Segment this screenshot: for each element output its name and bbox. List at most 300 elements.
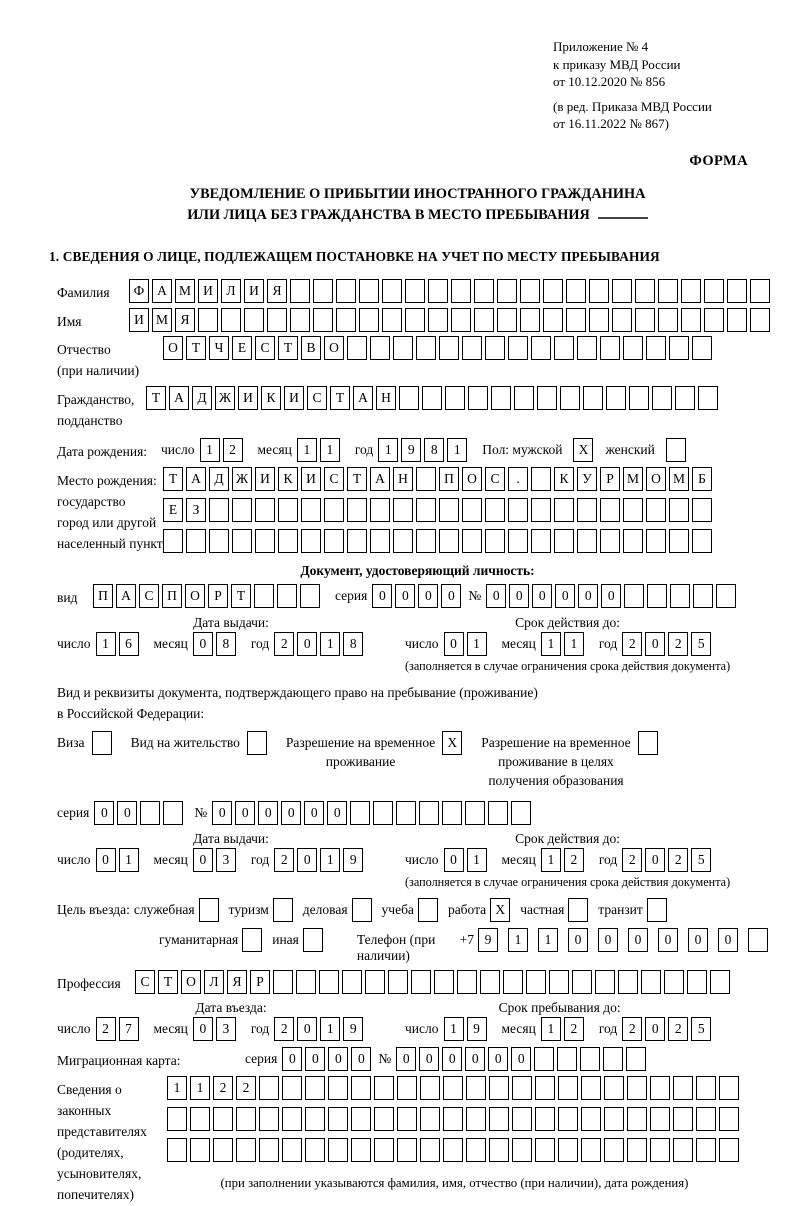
checkbox-visa[interactable] (92, 731, 112, 755)
char-box[interactable] (698, 386, 718, 410)
char-box[interactable] (526, 970, 546, 994)
char-box[interactable] (370, 529, 390, 553)
char-box[interactable]: 8 (343, 632, 363, 656)
char-box[interactable]: 1 (320, 438, 340, 462)
char-box[interactable] (512, 1076, 532, 1100)
char-box[interactable] (267, 308, 287, 332)
char-box[interactable] (140, 801, 160, 825)
char-box[interactable] (347, 529, 367, 553)
char-box[interactable] (236, 1107, 256, 1131)
char-box[interactable]: И (198, 279, 218, 303)
char-box[interactable] (351, 1107, 371, 1131)
char-box[interactable]: М (152, 308, 172, 332)
char-box[interactable]: 0 (601, 584, 621, 608)
char-box[interactable]: О (462, 467, 482, 491)
char-box[interactable]: Я (267, 279, 287, 303)
char-box[interactable] (209, 498, 229, 522)
char-box[interactable]: 1 (96, 632, 116, 656)
char-box[interactable] (359, 308, 379, 332)
char-box[interactable] (442, 801, 462, 825)
char-box[interactable]: З (186, 498, 206, 522)
checkbox-temp-edu[interactable] (638, 731, 658, 755)
char-box[interactable] (305, 1076, 325, 1100)
char-box[interactable] (382, 308, 402, 332)
char-box[interactable]: К (278, 467, 298, 491)
char-box[interactable]: Т (146, 386, 166, 410)
char-box[interactable]: С (135, 970, 155, 994)
char-box[interactable]: 0 (94, 801, 114, 825)
char-box[interactable] (259, 1076, 279, 1100)
char-box[interactable]: 1 (444, 1017, 464, 1041)
char-box[interactable]: М (669, 467, 689, 491)
char-box[interactable]: П (162, 584, 182, 608)
char-box[interactable] (186, 529, 206, 553)
char-box[interactable]: 1 (297, 438, 317, 462)
char-box[interactable] (328, 1138, 348, 1162)
char-box[interactable] (305, 1107, 325, 1131)
checkbox-female[interactable] (666, 438, 686, 462)
char-box[interactable] (300, 584, 320, 608)
char-box[interactable] (719, 1076, 739, 1100)
char-box[interactable]: 5 (691, 1017, 711, 1041)
char-box[interactable]: 1 (508, 928, 528, 952)
char-box[interactable] (534, 1047, 554, 1071)
char-box[interactable] (641, 970, 661, 994)
char-box[interactable] (374, 1107, 394, 1131)
char-box[interactable]: Т (278, 336, 298, 360)
char-box[interactable] (535, 1107, 555, 1131)
char-box[interactable]: 0 (193, 848, 213, 872)
char-box[interactable]: Ф (129, 279, 149, 303)
checkbox-purpose-study[interactable] (418, 898, 438, 922)
char-box[interactable]: 1 (378, 438, 398, 462)
char-box[interactable] (612, 308, 632, 332)
char-box[interactable] (635, 279, 655, 303)
char-box[interactable] (255, 498, 275, 522)
char-box[interactable] (443, 1076, 463, 1100)
char-box[interactable] (336, 279, 356, 303)
char-box[interactable] (520, 308, 540, 332)
char-box[interactable]: 3 (216, 1017, 236, 1041)
char-box[interactable]: О (181, 970, 201, 994)
char-box[interactable]: Т (330, 386, 350, 410)
char-box[interactable] (557, 1047, 577, 1071)
char-box[interactable]: 1 (447, 438, 467, 462)
char-box[interactable]: 1 (119, 848, 139, 872)
char-box[interactable] (397, 1076, 417, 1100)
char-box[interactable] (748, 928, 768, 952)
char-box[interactable]: 1 (320, 848, 340, 872)
char-box[interactable] (365, 970, 385, 994)
char-box[interactable] (336, 308, 356, 332)
char-box[interactable] (416, 529, 436, 553)
char-box[interactable]: И (301, 467, 321, 491)
char-box[interactable] (163, 529, 183, 553)
char-box[interactable] (422, 386, 442, 410)
char-box[interactable]: С (485, 467, 505, 491)
char-box[interactable]: Т (163, 467, 183, 491)
char-box[interactable]: 0 (442, 1047, 462, 1071)
checkbox-purpose-official[interactable] (199, 898, 219, 922)
char-box[interactable]: 1 (541, 848, 561, 872)
char-box[interactable]: Т (347, 467, 367, 491)
char-box[interactable] (443, 1107, 463, 1131)
char-box[interactable]: 1 (564, 632, 584, 656)
char-box[interactable] (627, 1138, 647, 1162)
char-box[interactable]: 9 (343, 1017, 363, 1041)
checkbox-purpose-business[interactable] (352, 898, 372, 922)
char-box[interactable] (704, 279, 724, 303)
char-box[interactable] (531, 336, 551, 360)
char-box[interactable] (232, 498, 252, 522)
char-box[interactable]: 0 (304, 801, 324, 825)
char-box[interactable] (650, 1107, 670, 1131)
char-box[interactable]: И (238, 386, 258, 410)
char-box[interactable] (190, 1138, 210, 1162)
char-box[interactable] (420, 1076, 440, 1100)
char-box[interactable]: Т (231, 584, 251, 608)
char-box[interactable] (719, 1107, 739, 1131)
char-box[interactable] (673, 1076, 693, 1100)
checkbox-purpose-work[interactable]: X (490, 898, 510, 922)
char-box[interactable] (324, 529, 344, 553)
char-box[interactable]: 2 (274, 632, 294, 656)
char-box[interactable] (468, 386, 488, 410)
char-box[interactable] (416, 467, 436, 491)
char-box[interactable] (624, 584, 644, 608)
char-box[interactable] (627, 1107, 647, 1131)
char-box[interactable] (604, 1076, 624, 1100)
char-box[interactable] (359, 279, 379, 303)
char-box[interactable] (558, 1138, 578, 1162)
char-box[interactable]: М (623, 467, 643, 491)
char-box[interactable]: Ч (209, 336, 229, 360)
char-box[interactable] (531, 467, 551, 491)
char-box[interactable]: А (186, 467, 206, 491)
char-box[interactable]: 2 (668, 1017, 688, 1041)
char-box[interactable] (474, 279, 494, 303)
char-box[interactable] (488, 801, 508, 825)
char-box[interactable] (589, 308, 609, 332)
char-box[interactable] (419, 801, 439, 825)
char-box[interactable] (658, 279, 678, 303)
char-box[interactable]: 0 (578, 584, 598, 608)
char-box[interactable] (543, 308, 563, 332)
char-box[interactable] (581, 1107, 601, 1131)
char-box[interactable] (543, 279, 563, 303)
char-box[interactable] (428, 279, 448, 303)
char-box[interactable] (420, 1107, 440, 1131)
char-box[interactable]: 0 (645, 848, 665, 872)
char-box[interactable]: Д (209, 467, 229, 491)
char-box[interactable]: Е (232, 336, 252, 360)
char-box[interactable]: 2 (564, 848, 584, 872)
char-box[interactable] (465, 801, 485, 825)
char-box[interactable]: 2 (622, 1017, 642, 1041)
char-box[interactable]: 0 (327, 801, 347, 825)
char-box[interactable] (604, 1107, 624, 1131)
char-box[interactable]: С (307, 386, 327, 410)
char-box[interactable]: 2 (96, 1017, 116, 1041)
char-box[interactable]: Я (227, 970, 247, 994)
char-box[interactable]: А (152, 279, 172, 303)
char-box[interactable]: 8 (216, 632, 236, 656)
char-box[interactable] (416, 336, 436, 360)
char-box[interactable] (580, 1047, 600, 1071)
char-box[interactable] (485, 498, 505, 522)
char-box[interactable] (681, 279, 701, 303)
char-box[interactable]: 2 (274, 1017, 294, 1041)
char-box[interactable]: 1 (167, 1076, 187, 1100)
char-box[interactable]: 2 (213, 1076, 233, 1100)
char-box[interactable] (727, 308, 747, 332)
char-box[interactable] (259, 1107, 279, 1131)
char-box[interactable] (508, 498, 528, 522)
char-box[interactable]: О (646, 467, 666, 491)
char-box[interactable]: 0 (351, 1047, 371, 1071)
char-box[interactable]: 0 (193, 1017, 213, 1041)
char-box[interactable] (480, 970, 500, 994)
char-box[interactable] (370, 498, 390, 522)
char-box[interactable]: 9 (401, 438, 421, 462)
char-box[interactable]: 0 (645, 1017, 665, 1041)
char-box[interactable] (535, 1138, 555, 1162)
char-box[interactable] (462, 498, 482, 522)
char-box[interactable] (508, 336, 528, 360)
char-box[interactable] (673, 1138, 693, 1162)
char-box[interactable] (669, 498, 689, 522)
checkbox-purpose-transit[interactable] (647, 898, 667, 922)
char-box[interactable] (328, 1107, 348, 1131)
char-box[interactable] (696, 1107, 716, 1131)
char-box[interactable] (577, 498, 597, 522)
char-box[interactable]: 1 (190, 1076, 210, 1100)
char-box[interactable] (451, 279, 471, 303)
char-box[interactable]: 0 (441, 584, 461, 608)
char-box[interactable] (416, 498, 436, 522)
char-box[interactable] (646, 529, 666, 553)
char-box[interactable]: С (324, 467, 344, 491)
char-box[interactable] (278, 498, 298, 522)
char-box[interactable] (213, 1138, 233, 1162)
char-box[interactable] (382, 279, 402, 303)
char-box[interactable]: Ж (215, 386, 235, 410)
char-box[interactable]: 2 (223, 438, 243, 462)
char-box[interactable] (581, 1076, 601, 1100)
char-box[interactable]: 0 (297, 848, 317, 872)
char-box[interactable]: В (301, 336, 321, 360)
char-box[interactable] (531, 529, 551, 553)
char-box[interactable] (466, 1138, 486, 1162)
char-box[interactable] (549, 970, 569, 994)
char-box[interactable] (693, 584, 713, 608)
char-box[interactable] (451, 308, 471, 332)
char-box[interactable] (301, 498, 321, 522)
char-box[interactable] (273, 970, 293, 994)
char-box[interactable] (696, 1138, 716, 1162)
char-box[interactable] (646, 336, 666, 360)
char-box[interactable]: 0 (418, 584, 438, 608)
char-box[interactable]: 1 (320, 1017, 340, 1041)
char-box[interactable] (577, 336, 597, 360)
char-box[interactable] (259, 1138, 279, 1162)
char-box[interactable]: 9 (467, 1017, 487, 1041)
char-box[interactable]: М (175, 279, 195, 303)
char-box[interactable]: 0 (396, 1047, 416, 1071)
char-box[interactable]: 0 (598, 928, 618, 952)
char-box[interactable] (600, 498, 620, 522)
char-box[interactable] (393, 336, 413, 360)
char-box[interactable] (351, 1138, 371, 1162)
char-box[interactable] (305, 1138, 325, 1162)
char-box[interactable] (313, 308, 333, 332)
char-box[interactable]: 1 (541, 1017, 561, 1041)
char-box[interactable]: 0 (305, 1047, 325, 1071)
char-box[interactable]: 0 (328, 1047, 348, 1071)
char-box[interactable] (445, 386, 465, 410)
char-box[interactable] (618, 970, 638, 994)
char-box[interactable]: 0 (509, 584, 529, 608)
char-box[interactable]: И (129, 308, 149, 332)
char-box[interactable]: А (169, 386, 189, 410)
char-box[interactable]: С (255, 336, 275, 360)
char-box[interactable] (692, 336, 712, 360)
char-box[interactable] (255, 529, 275, 553)
char-box[interactable] (282, 1107, 302, 1131)
char-box[interactable]: 0 (628, 928, 648, 952)
char-box[interactable] (388, 970, 408, 994)
char-box[interactable]: 9 (478, 928, 498, 952)
char-box[interactable] (612, 279, 632, 303)
char-box[interactable] (577, 529, 597, 553)
char-box[interactable]: И (255, 467, 275, 491)
char-box[interactable] (511, 801, 531, 825)
char-box[interactable]: 0 (465, 1047, 485, 1071)
char-box[interactable]: 0 (688, 928, 708, 952)
char-box[interactable]: 9 (343, 848, 363, 872)
char-box[interactable] (351, 1076, 371, 1100)
char-box[interactable] (603, 1047, 623, 1071)
char-box[interactable] (396, 801, 416, 825)
char-box[interactable]: 0 (96, 848, 116, 872)
char-box[interactable]: О (185, 584, 205, 608)
char-box[interactable] (393, 498, 413, 522)
char-box[interactable]: 2 (622, 848, 642, 872)
char-box[interactable]: 0 (117, 801, 137, 825)
char-box[interactable] (704, 308, 724, 332)
char-box[interactable] (583, 386, 603, 410)
char-box[interactable]: К (261, 386, 281, 410)
char-box[interactable]: Е (163, 498, 183, 522)
char-box[interactable] (670, 584, 690, 608)
char-box[interactable] (167, 1107, 187, 1131)
char-box[interactable] (282, 1076, 302, 1100)
char-box[interactable]: А (116, 584, 136, 608)
char-box[interactable] (560, 386, 580, 410)
char-box[interactable]: 1 (320, 632, 340, 656)
char-box[interactable] (485, 529, 505, 553)
char-box[interactable]: 7 (119, 1017, 139, 1041)
char-box[interactable] (508, 529, 528, 553)
char-box[interactable]: А (353, 386, 373, 410)
char-box[interactable] (434, 970, 454, 994)
char-box[interactable]: 0 (486, 584, 506, 608)
char-box[interactable] (221, 308, 241, 332)
char-box[interactable] (558, 1076, 578, 1100)
char-box[interactable] (692, 498, 712, 522)
char-box[interactable]: 0 (488, 1047, 508, 1071)
char-box[interactable] (710, 970, 730, 994)
char-box[interactable]: 0 (532, 584, 552, 608)
char-box[interactable] (650, 1076, 670, 1100)
char-box[interactable] (623, 336, 643, 360)
char-box[interactable]: Р (208, 584, 228, 608)
char-box[interactable] (626, 1047, 646, 1071)
char-box[interactable]: 0 (444, 632, 464, 656)
char-box[interactable]: И (284, 386, 304, 410)
char-box[interactable] (397, 1138, 417, 1162)
char-box[interactable]: 1 (467, 632, 487, 656)
char-box[interactable]: 0 (568, 928, 588, 952)
char-box[interactable] (373, 801, 393, 825)
char-box[interactable] (647, 584, 667, 608)
char-box[interactable]: 0 (658, 928, 678, 952)
char-box[interactable] (535, 1076, 555, 1100)
char-box[interactable] (462, 336, 482, 360)
char-box[interactable]: . (508, 467, 528, 491)
char-box[interactable] (652, 386, 672, 410)
checkbox-purpose-other[interactable] (303, 928, 323, 952)
char-box[interactable] (397, 1107, 417, 1131)
char-box[interactable] (428, 308, 448, 332)
char-box[interactable]: Д (192, 386, 212, 410)
char-box[interactable] (439, 498, 459, 522)
char-box[interactable] (301, 529, 321, 553)
char-box[interactable] (244, 308, 264, 332)
char-box[interactable]: О (324, 336, 344, 360)
checkbox-temp-permit[interactable]: X (442, 731, 462, 755)
char-box[interactable]: Я (175, 308, 195, 332)
char-box[interactable]: П (439, 467, 459, 491)
char-box[interactable]: 2 (274, 848, 294, 872)
char-box[interactable]: С (139, 584, 159, 608)
char-box[interactable]: 5 (691, 632, 711, 656)
char-box[interactable] (491, 386, 511, 410)
char-box[interactable] (497, 308, 517, 332)
checkbox-residence-permit[interactable] (247, 731, 267, 755)
char-box[interactable] (277, 584, 297, 608)
char-box[interactable] (727, 279, 747, 303)
char-box[interactable] (198, 308, 218, 332)
char-box[interactable]: Н (376, 386, 396, 410)
char-box[interactable]: Л (221, 279, 241, 303)
char-box[interactable] (393, 529, 413, 553)
char-box[interactable] (512, 1138, 532, 1162)
char-box[interactable] (232, 529, 252, 553)
char-box[interactable] (324, 498, 344, 522)
char-box[interactable] (554, 336, 574, 360)
char-box[interactable] (692, 529, 712, 553)
char-box[interactable] (696, 1076, 716, 1100)
char-box[interactable] (673, 1107, 693, 1131)
char-box[interactable] (658, 308, 678, 332)
char-box[interactable] (342, 970, 362, 994)
char-box[interactable] (566, 308, 586, 332)
char-box[interactable]: П (93, 584, 113, 608)
char-box[interactable] (370, 336, 390, 360)
char-box[interactable] (635, 308, 655, 332)
char-box[interactable]: 1 (538, 928, 558, 952)
